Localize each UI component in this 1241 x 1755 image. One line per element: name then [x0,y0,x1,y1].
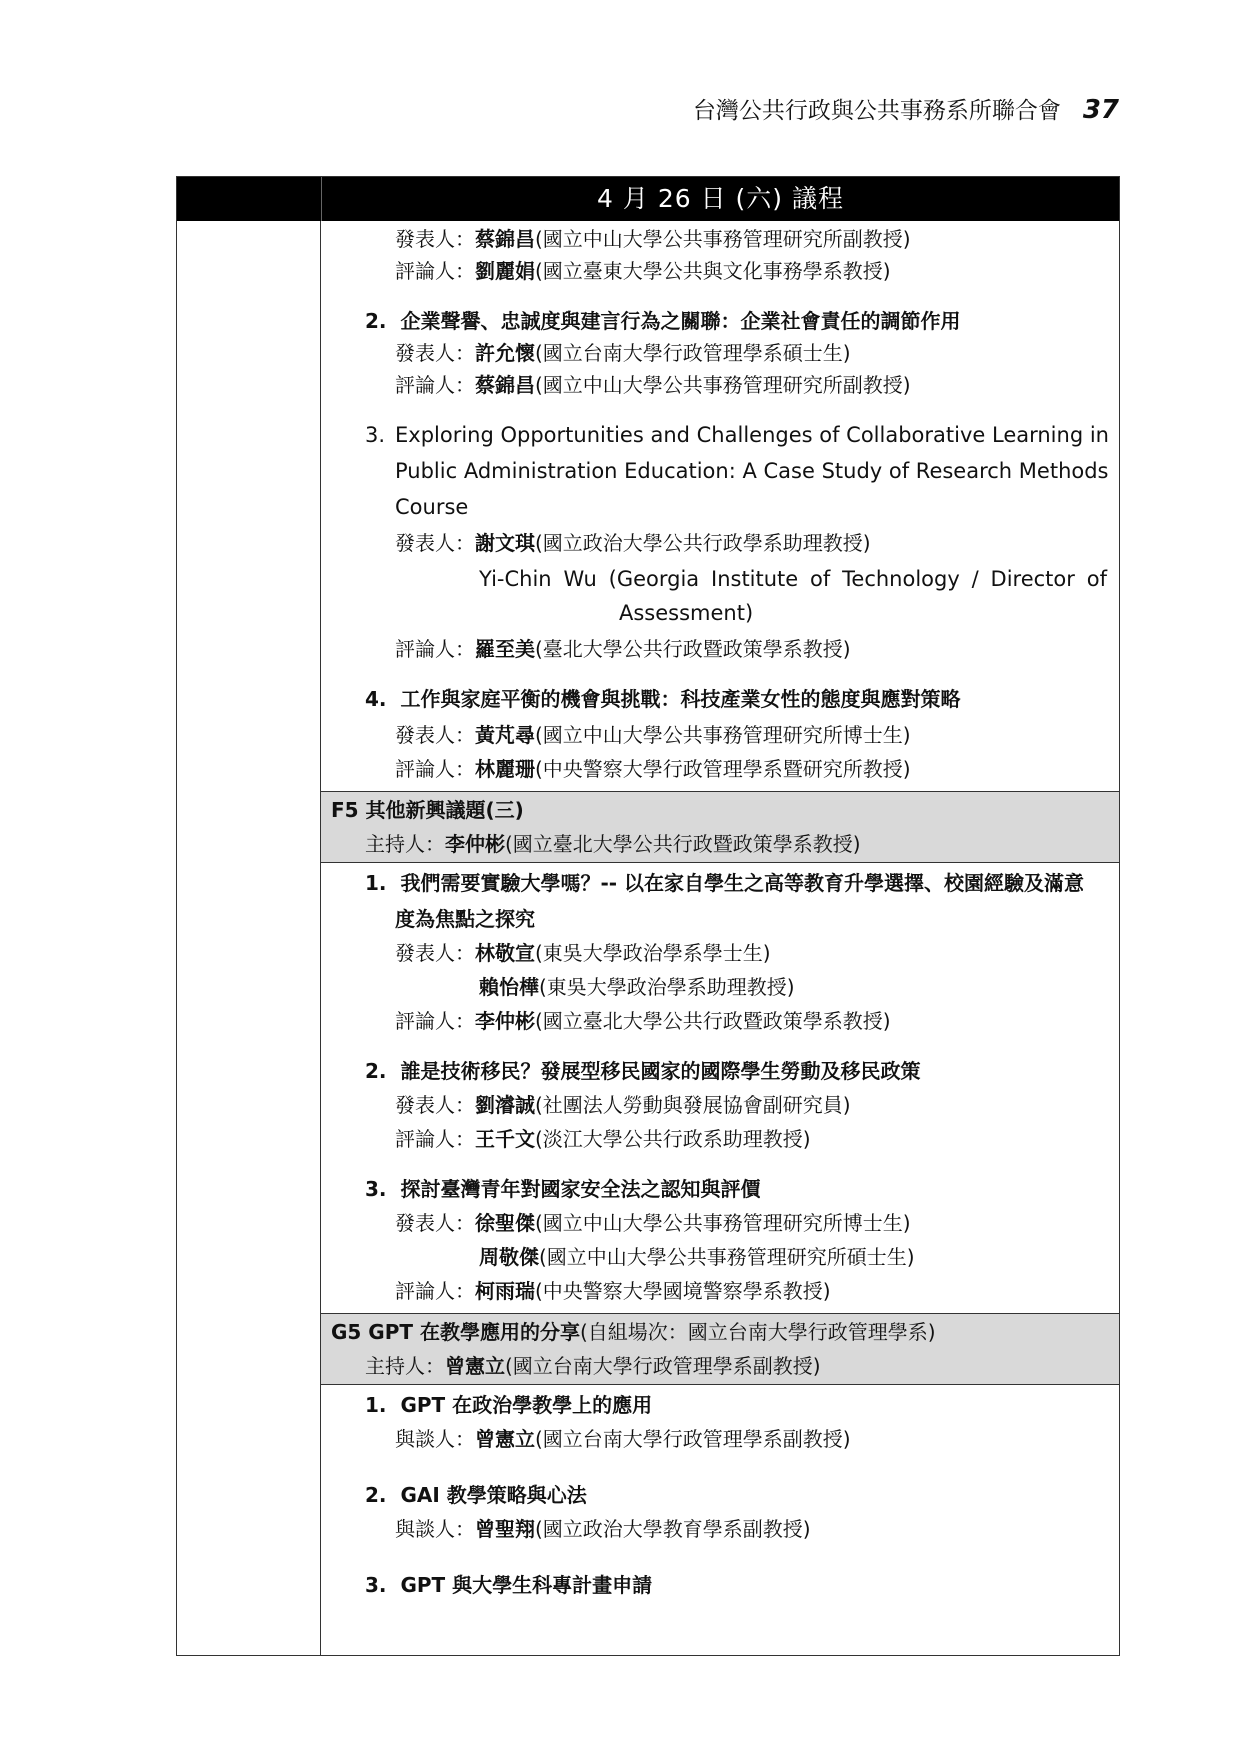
paper-title: 4. 工作與家庭平衡的機會與挑戰：科技產業女性的態度與應對策略 [365,687,961,711]
paper-title: 3. 探討臺灣青年對國家安全法之認知與評價 [365,1177,761,1201]
session-title: F5 其他新興議題(三) [331,798,524,822]
table-title-bar [177,177,1119,221]
panelist-line: 與談人：曾憲立(國立台南大學行政管理學系副教授) [395,1427,851,1451]
paper-title: 2. 企業聲譽、忠誠度與建言行為之關聯：企業社會責任的調節作用 [365,309,961,333]
page-number: 37 [1082,95,1119,125]
paper-number: 3. [365,423,386,447]
agenda-table [176,176,1120,1656]
reviewer-line: 評論人：羅至美(臺北大學公共行政暨政策學系教授) [395,637,851,661]
presenter-line: 發表人：許允懷(國立台南大學行政管理學系碩士生) [395,341,851,365]
paper-title: 1. 我們需要實驗大學嗎？-- 以在家自學生之高等教育升學選擇、校園經驗及滿意 [365,871,1085,895]
reviewer-line: 評論人：柯雨瑞(中央警察大學國境警察學系教授) [395,1279,831,1303]
paper-title-line: Exploring Opportunities and Challenges of Collaborative Learning in [395,423,1109,447]
presenter-line: 發表人：蔡錦昌(國立中山大學公共事務管理研究所副教授) [395,227,911,251]
paper-title-line: 度為焦點之探究 [395,907,535,931]
header-org: 台灣公共行政與公共事務系所聯合會 [692,98,1061,124]
session-title: G5 GPT 在教學應用的分享(自組場次：國立台南大學行政管理學系) [331,1320,936,1344]
presenter-line: 發表人：黃芃尋(國立中山大學公共事務管理研究所博士生) [395,723,911,747]
presenter-line: 賴怡樺(東吳大學政治學系助理教授) [479,975,795,999]
reviewer-line: 評論人：劉麗娟(國立臺東大學公共與文化事務學系教授) [395,259,891,283]
page-header [693,92,1119,125]
presenter-line: 發表人：謝文琪(國立政治大學公共行政學系助理教授) [395,531,871,555]
presenter-line: 發表人：劉濬誠(社團法人勞動與發展協會副研究員) [395,1093,851,1117]
presenter-line: 發表人：林敬宣(東吳大學政治學系學士生) [395,941,771,965]
host-line: 主持人：曾憲立(國立台南大學行政管理學系副教授) [365,1354,821,1378]
panelist-line: 與談人：曾聖翔(國立政治大學教育學系副教授) [395,1517,811,1541]
table-title: 4 月 26 日 (六) 議程 [321,177,1119,221]
reviewer-line: 評論人：林麗珊(中央警察大學行政管理學系暨研究所教授) [395,757,911,781]
talk-title: 2. GAI 教學策略與心法 [365,1483,587,1507]
presenter-line-en: Yi-Chin Wu (Georgia Institute of Technology / Director of [479,567,1107,591]
presenter-line: 發表人：徐聖傑(國立中山大學公共事務管理研究所博士生) [395,1211,911,1235]
paper-title-line: Public Administration Education: A Case Study of Research Methods [395,459,1109,483]
session-header-f5 [321,791,1119,863]
reviewer-line: 評論人：李仲彬(國立臺北大學公共行政暨政策學系教授) [395,1009,891,1033]
agenda-content [321,221,1119,1655]
talk-title: 1. GPT 在政治學教學上的應用 [365,1393,653,1417]
paper-title-line: Course [395,495,469,519]
presenter-line: 周敬傑(國立中山大學公共事務管理研究所碩士生) [479,1245,915,1269]
reviewer-line: 評論人：王千文(淡江大學公共行政系助理教授) [395,1127,811,1151]
session-header-g5 [321,1313,1119,1385]
talk-title: 3. GPT 與大學生科專計畫申請 [365,1573,653,1597]
paper-title: 2. 誰是技術移民？發展型移民國家的國際學生勞動及移民政策 [365,1059,921,1083]
host-line: 主持人：李仲彬(國立臺北大學公共行政暨政策學系教授) [365,832,861,856]
presenter-line-en: Assessment) [619,601,754,625]
time-column [177,177,321,1655]
reviewer-line: 評論人：蔡錦昌(國立中山大學公共事務管理研究所副教授) [395,373,911,397]
